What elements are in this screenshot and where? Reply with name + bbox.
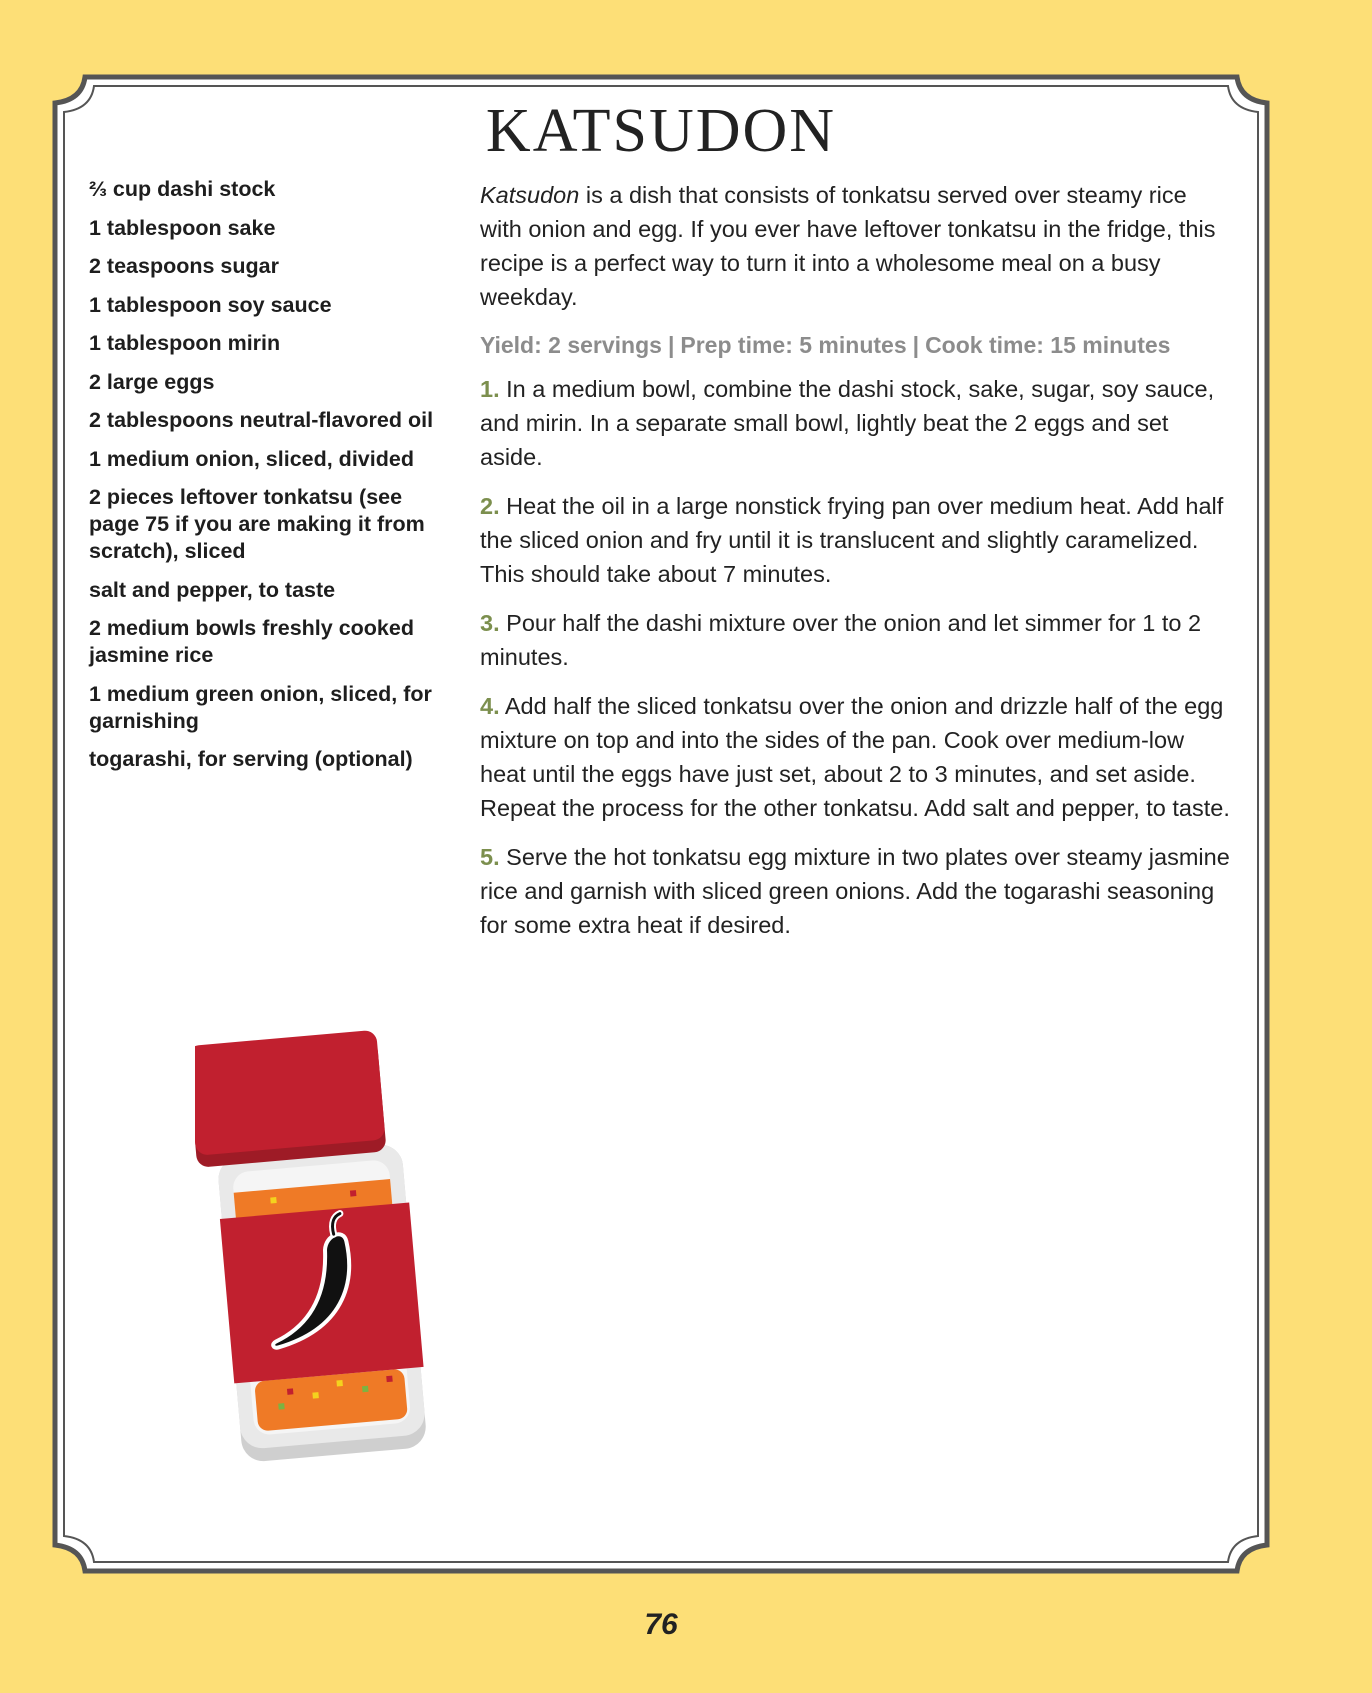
step-number: 3. (480, 610, 500, 636)
page-number: 76 (644, 1608, 678, 1641)
ingredient-item: 2 medium bowls freshly cooked jasmine rice (89, 616, 414, 667)
ingredient-item: salt and pepper, to taste (89, 577, 336, 602)
ingredient-list (89, 176, 449, 785)
ingredient-item: 2 large eggs (89, 369, 215, 394)
recipe-meta (480, 328, 1230, 362)
meta-separator: | (667, 332, 675, 358)
meta-separator: | (912, 332, 920, 358)
recipe-intro (480, 178, 1230, 314)
recipe-step (480, 372, 1230, 474)
ingredient-item: 1 medium onion, sliced, divided (89, 446, 414, 471)
ingredient-item: 1 tablespoon mirin (89, 331, 281, 355)
ingredient-item: 1 medium green onion, sliced, for garnishing (89, 681, 432, 733)
ingredient-item: 1 tablespoon sake (89, 215, 276, 240)
step-text: In a medium bowl, combine the dashi stock, sake, sugar, soy sauce, and mirin. In a separate small bowl, lightly beat the 2 eggs and set aside. (480, 376, 1215, 470)
step-text: Heat the oil in a large nonstick frying pan over medium heat. Add half the sliced onion and fry until it is translucent and slightly caramelized. This should take about 7 minutes. (480, 493, 1224, 587)
recipe-step (480, 606, 1230, 674)
intro-text: is a dish that consists of tonkatsu served over steamy rice with onion and egg. If you ever have leftover tonkatsu in the fridge, this recipe is a perfect way to turn it into a wholesome meal on a busy weekday. (480, 182, 1216, 310)
recipe-step (480, 840, 1230, 942)
recipe-content (480, 178, 1230, 957)
togarashi-shaker-icon (195, 1025, 455, 1475)
recipe-step (480, 489, 1230, 591)
step-number: 2. (480, 493, 500, 519)
ingredient-item: 1 tablespoon soy sauce (89, 292, 332, 317)
step-text: Serve the hot tonkatsu egg mixture in two plates over steamy jasmine rice and garnish with sliced green onions. Add the togarashi seasoning for some extra heat if desired. (480, 844, 1230, 938)
step-number: 4. (480, 693, 500, 719)
ingredient-item: 2 tablespoons neutral-flavored oil (89, 408, 434, 432)
dish-name: Katsudon (480, 182, 580, 208)
step-number: 5. (480, 844, 500, 870)
ingredient-item: togarashi, for serving (optional) (89, 747, 413, 771)
step-number: 1. (480, 376, 500, 402)
yield-info: Yield: 2 servings (480, 332, 662, 358)
step-text: Add half the sliced tonkatsu over the onion and drizzle half of the egg mixture on top and into the sides of the pan. Cook over medium-low heat until the eggs have just set, about 2 to 3 minutes, and set aside. Repeat the process for the other tonkatsu. Add salt and pepper, to taste. (480, 693, 1230, 821)
recipe-step (480, 689, 1230, 825)
ingredient-item: ⅔ cup dashi stock (89, 177, 276, 201)
step-text: Pour half the dashi mixture over the onion and let simmer for 1 to 2 minutes. (480, 610, 1202, 670)
cook-time: Cook time: 15 minutes (925, 332, 1171, 358)
recipe-title: KATSUDON (485, 97, 837, 165)
ingredient-item: 2 pieces leftover tonkatsu (see page 75 if you are making it from scratch), sliced (89, 485, 425, 563)
ingredient-item: 2 teaspoons sugar (89, 254, 279, 278)
prep-time: Prep time: 5 minutes (680, 332, 907, 358)
